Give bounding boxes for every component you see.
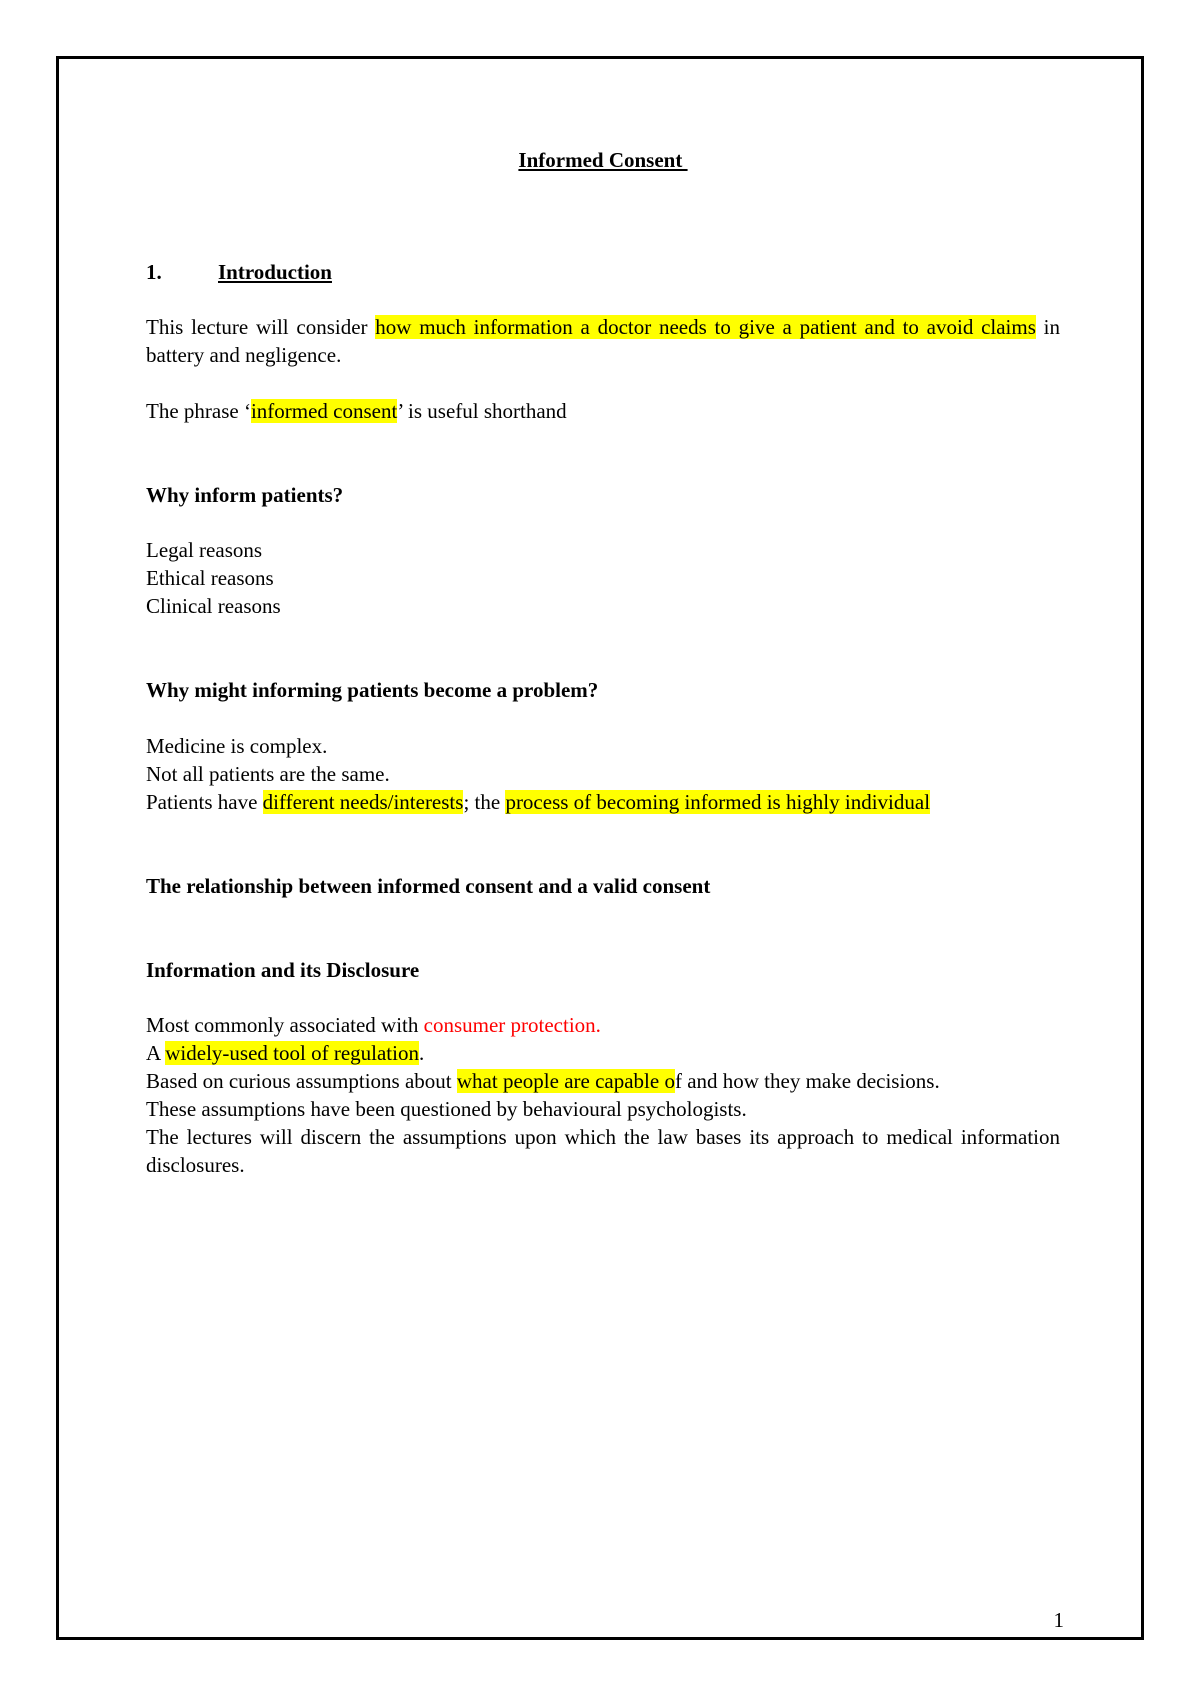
problem-highlight: different needs/interests xyxy=(262,790,464,814)
intro-highlight: how much information a doctor needs to give a patient and to avoid claims xyxy=(375,315,1036,339)
problem-highlight: process of becoming informed is highly individual xyxy=(505,790,931,814)
disclosure-heading: Information and its Disclosure xyxy=(146,958,420,982)
document-title: Informed Consent xyxy=(518,148,688,172)
disclosure-text: . xyxy=(418,1041,425,1065)
disclosure-line xyxy=(146,1067,1060,1095)
disclosure-text: A xyxy=(146,1041,166,1065)
disclosure-line: The lectures will discern the assumptions upon which the law bases its approach to medical information disclosures. xyxy=(146,1125,1060,1177)
disclosure-text: f and how they make decisions. xyxy=(674,1069,940,1093)
why-inform-heading: Why inform patients? xyxy=(146,483,344,507)
list-item: Clinical reasons xyxy=(146,594,281,618)
intro-text: This lecture will consider xyxy=(146,315,376,339)
page-number: 1 xyxy=(1053,1608,1064,1632)
intro-paragraph xyxy=(146,313,1060,369)
relationship-heading: The relationship between informed consent and a valid consent xyxy=(146,874,711,898)
problem-line: Medicine is complex. xyxy=(146,734,328,758)
problem-text: Patients have xyxy=(146,790,263,814)
problem-lines xyxy=(146,732,1060,816)
problem-line xyxy=(146,788,1060,816)
problem-line: Not all patients are the same. xyxy=(146,762,390,786)
disclosure-text: Based on curious assumptions about xyxy=(146,1069,457,1093)
phrase-highlight: informed consent xyxy=(250,399,398,423)
list-item: Ethical reasons xyxy=(146,566,274,590)
disclosure-red-text: consumer protection. xyxy=(423,1013,601,1037)
section-number: 1. xyxy=(146,260,162,284)
phrase-paragraph xyxy=(146,397,1060,425)
disclosure-text: Most commonly associated with xyxy=(146,1013,424,1037)
list-item: Legal reasons xyxy=(146,538,263,562)
disclosure-line xyxy=(146,1039,1060,1067)
section-heading xyxy=(146,258,1060,286)
intro-text-end: in battery and negligence. xyxy=(146,315,1060,367)
disclosure-highlight: what people are capable o xyxy=(456,1069,675,1093)
reasons-list xyxy=(146,536,1060,620)
section-title: Introduction xyxy=(218,260,332,284)
disclosure-lines xyxy=(146,1011,1060,1179)
disclosure-highlight: widely-used tool of regulation xyxy=(165,1041,419,1065)
phrase-text-end: ’ is useful shorthand xyxy=(397,399,567,423)
disclosure-line: These assumptions have been questioned by behavioural psychologists. xyxy=(146,1097,747,1121)
phrase-text: The phrase ‘ xyxy=(146,399,251,423)
page-border xyxy=(56,56,1144,1640)
why-problem-heading: Why might informing patients become a problem? xyxy=(146,678,599,702)
problem-text: ; the xyxy=(463,790,506,814)
disclosure-line xyxy=(146,1011,1060,1039)
